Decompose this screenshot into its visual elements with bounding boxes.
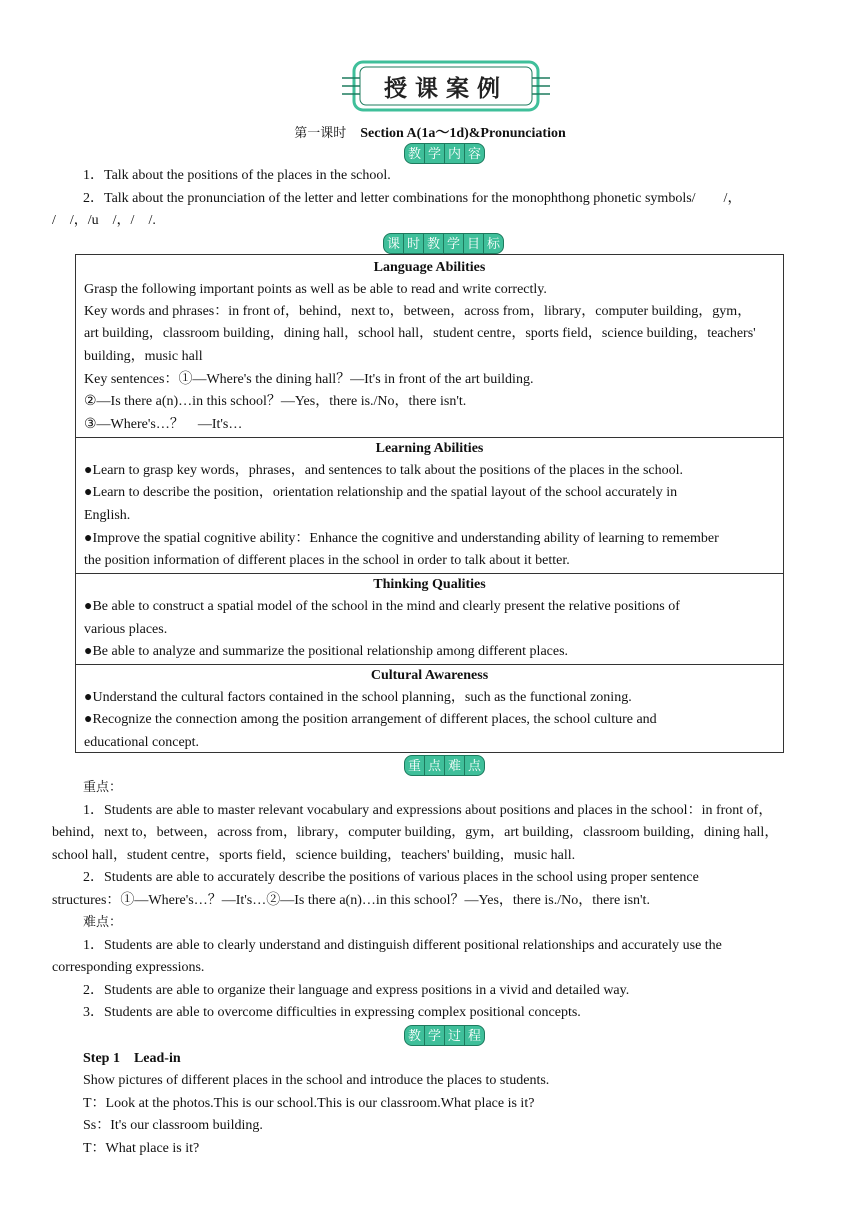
table-cell-text: ●Be able to analyze and summarize the positional relationship among different places. xyxy=(84,644,569,659)
lesson-title-cn: 第一课时 xyxy=(294,126,347,141)
table-header-cultural: Cultural Awareness xyxy=(370,668,489,683)
keypoint-1-cont: behind，next to，between，across from，library，computer building，gym，art building，classroom building，dining hall， xyxy=(52,825,779,840)
objectives-table xyxy=(75,254,784,753)
chip-char: 点 xyxy=(424,755,445,776)
chip-char: 标 xyxy=(483,233,504,254)
table-cell-text: various places. xyxy=(84,622,168,637)
section-chip-process xyxy=(404,1025,485,1047)
difficulty-2: 2．Students are able to organize their language and express positions in a vivid and detailed way. xyxy=(83,983,630,998)
table-cell-text: building，music hall xyxy=(84,349,203,364)
table-cell-text: ●Be able to construct a spatial model of the school in the mind and clearly present the relative positions of xyxy=(84,599,680,614)
keypoint-1: 1．Students are able to master relevant vocabulary and expressions about positions and places in the school：in front of， xyxy=(83,803,773,818)
table-cell-text: ●Learn to grasp key words，phrases，and sentences to talk about the positions of the places in the school. xyxy=(84,463,684,478)
chip-char: 课 xyxy=(383,233,404,254)
keypoint-2-cont: structures：①—Where's…？—It's…②—Is there a(n)…in this school？—Yes，there is./No，there isn't. xyxy=(52,893,650,908)
process-line: T：Look at the photos.This is our school.This is our classroom.What place is it? xyxy=(83,1096,535,1111)
difficulties-label: 难点： xyxy=(83,915,123,930)
chip-char: 难 xyxy=(444,755,465,776)
table-cell-text: educational concept. xyxy=(84,735,200,750)
table-cell-text: ●Understand the cultural factors contained in the school planning，such as the functional zoning. xyxy=(84,690,632,705)
chip-char: 时 xyxy=(403,233,424,254)
section-chip-content xyxy=(404,143,485,165)
chip-char: 目 xyxy=(463,233,484,254)
chip-char: 教 xyxy=(404,1025,425,1046)
keypoint-1-cont: school hall，student centre，sports field，science building，teachers' building，music hall. xyxy=(52,848,576,863)
table-cell-text: ●Improve the spatial cognitive ability：Enhance the cognitive and understanding ability of learning to remember xyxy=(84,531,719,546)
table-cell-text: Key sentences：①—Where's the dining hall？—It's in front of the art building. xyxy=(84,372,534,387)
step-1-heading: Step 1 Lead-in xyxy=(83,1051,181,1066)
table-cell-text: ●Recognize the connection among the position arrangement of different places, the school culture and xyxy=(84,712,657,727)
table-cell-text: the position information of different places in the school in order to talk about it better. xyxy=(84,553,570,568)
title-banner xyxy=(340,58,552,114)
process-line: Ss：It's our classroom building. xyxy=(83,1118,263,1133)
process-line: Show pictures of different places in the school and introduce the places to students. xyxy=(83,1073,550,1088)
chip-char: 内 xyxy=(444,143,465,164)
lesson-title-en: Section A(1a～1d)&Pronunciation xyxy=(360,126,566,141)
table-cell-text: English. xyxy=(84,508,131,523)
table-cell-text: ③—Where's…？ —It's… xyxy=(84,417,243,432)
table-cell-text: Grasp the following important points as well as be able to read and write correctly. xyxy=(84,282,547,297)
content-item-1: 1．Talk about the positions of the places in the school. xyxy=(83,168,391,183)
difficulty-3: 3．Students are able to overcome difficulties in expressing complex positional concepts. xyxy=(83,1005,581,1020)
chip-char: 教 xyxy=(423,233,444,254)
chip-char: 重 xyxy=(404,755,425,776)
table-header-thinking: Thinking Qualities xyxy=(373,577,486,592)
chip-char: 学 xyxy=(424,1025,445,1046)
difficulty-1: 1．Students are able to clearly understand and distinguish different positional relationships and accurately use the xyxy=(83,938,722,953)
chip-char: 容 xyxy=(464,143,485,164)
table-header-language: Language Abilities xyxy=(373,260,486,275)
chip-char: 学 xyxy=(424,143,445,164)
chip-char: 程 xyxy=(464,1025,485,1046)
keypoints-label: 重点： xyxy=(83,780,123,795)
table-cell-text: Key words and phrases：in front of，behind，next to，between，across from，library，computer building，gym， xyxy=(84,304,752,319)
chip-char: 教 xyxy=(404,143,425,164)
table-cell-text: ②—Is there a(n)…in this school？—Yes，there is./No，there isn't. xyxy=(84,394,467,409)
section-chip-keypoints xyxy=(404,755,485,777)
table-cell-text: ●Learn to describe the position，orientation relationship and the spatial layout of the school accurately in xyxy=(84,485,678,500)
chip-char: 学 xyxy=(443,233,464,254)
section-chip-objectives xyxy=(383,233,504,255)
table-header-learning: Learning Abilities xyxy=(375,441,484,456)
banner-title: 授课案例 xyxy=(384,75,508,102)
process-line: T：What place is it? xyxy=(83,1141,200,1156)
difficulty-1-cont: corresponding expressions. xyxy=(52,960,205,975)
lesson-title xyxy=(0,122,860,142)
content-item-2: 2．Talk about the pronunciation of the letter and letter combinations for the monophthong phonetic symbols/ /， xyxy=(83,191,742,206)
chip-char: 点 xyxy=(464,755,485,776)
chip-char: 过 xyxy=(444,1025,465,1046)
content-item-2-cont: / /，/u /，/ /. xyxy=(52,213,156,228)
table-cell-text: art building，classroom building，dining hall，school hall，student centre，sports field，science building，teachers' xyxy=(84,326,756,341)
keypoint-2: 2．Students are able to accurately describe the positions of various places in the school using proper sentence xyxy=(83,870,699,885)
